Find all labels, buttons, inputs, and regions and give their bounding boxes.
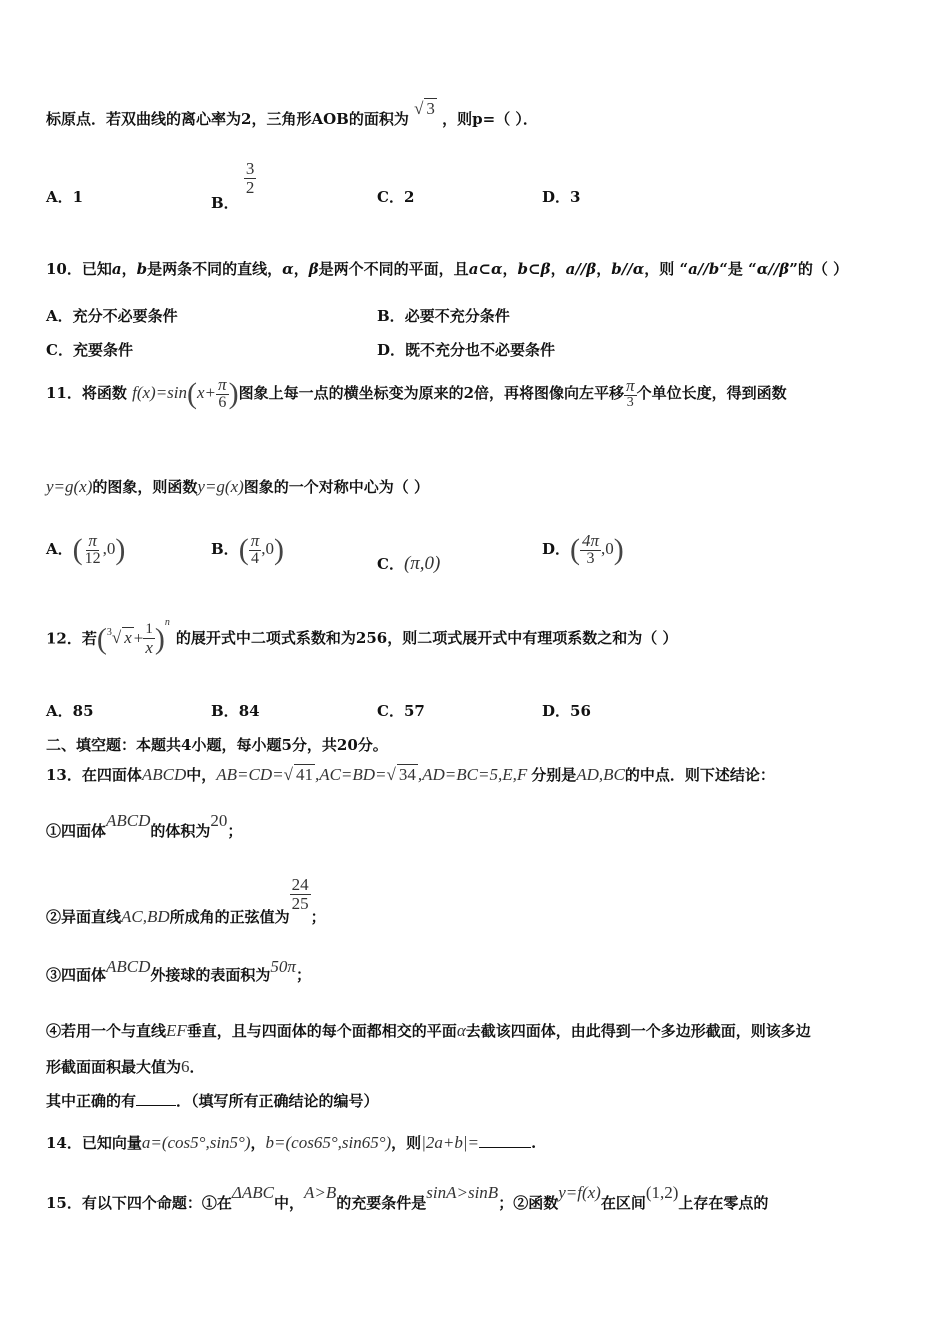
q9-option-d: D．3 (542, 188, 581, 206)
q11-stem: 11．将函数 f(x)=sin(x+ $\frac{\pi}{6}$ )图象上每一点的横坐标变为原来的2倍，再将图像向左平移 $\frac{\pi}{3}$ 个单位长度，得到函数 (46, 375, 787, 411)
q9-option-a: A．1 (46, 188, 84, 206)
fraction: $\frac{\pi}{4}$ (250, 531, 260, 567)
q11-stem-2: y=g(x)的图象，则函数y=g(x)图象的一个对称中心为（ ） (46, 477, 430, 496)
q12-option-c: C．57 (377, 702, 425, 720)
answer-blank[interactable] (479, 1147, 531, 1148)
q11-func: f(x)=sin (132, 382, 188, 402)
q13-statement-3: ③四面体ABCD外接球的表面积为50π； (46, 957, 311, 984)
q13-statement-1: ①四面体ABCD的体积为20； (46, 811, 243, 840)
q13-question: 其中正确的有 ．（填写所有正确结论的编号） (46, 1092, 379, 1110)
fraction: $\frac{\pi}{3}$ (626, 376, 635, 410)
q9-option-b: B． $\frac{3}{2}$ (211, 159, 255, 213)
q11-option-a: A．( $\frac{\pi}{12}$ ,0) (46, 531, 126, 567)
fraction: $\frac{\pi}{12}$ (84, 531, 101, 567)
q9-stem (46, 99, 538, 129)
q9-suffix: ，则p=（ ）． (442, 110, 538, 128)
q10-option-b: B．必要不充分条件 (377, 307, 510, 325)
q13-statement-4: ④若用一个与直线EF垂直，且与四面体的每个面都相交的平面α去截该四面体，由此得到一个多边形截面，则该多边 (46, 1021, 811, 1040)
q10-option-c: C．充要条件 (46, 341, 133, 359)
fraction: $\frac{4\pi}{3}$ (582, 531, 600, 567)
q13-statement-4-cont: 形截面面积最大值为6． (46, 1057, 205, 1076)
q9-prefix: 标原点．若双曲线的离心率为2，三角形AOB的面积为 (46, 110, 409, 128)
answer-blank[interactable] (136, 1105, 176, 1106)
q11-option-b: B．( $\frac{\pi}{4}$ ,0) (211, 531, 284, 567)
q15-stem: 15．有以下四个命题：①在ΔABC中，A>B的充要条件是sinA>sinB；②函数y=f(x)在区间(1,2)上存在零点的 (46, 1183, 769, 1212)
q12-stem: 12．若($^3$√ x + $\frac{1}{x}$ )$^n$的展开式中二项式系数和为256，则二项式展开式中有理项系数之和为（ ） (46, 617, 678, 657)
q9-sqrt: √ 3 (414, 99, 435, 118)
fraction: $\frac{24}{25}$ (291, 875, 309, 913)
q12-option-d: D．56 (542, 702, 591, 720)
q11-option-d: D．( $\frac{4\pi}{3}$ ,0) (542, 531, 624, 567)
q9-option-c: C．2 (377, 188, 415, 206)
q14-stem: 14．已知向量a=(cos5°,sin5°)，b=(cos65°,sin65°)，则|2a+b|= . (46, 1133, 537, 1152)
q13-statement-2: ②异面直线AC,BD所成角的正弦值为 $\frac{24}{25}$ ； (46, 875, 326, 927)
q11-option-c: C．(π,0) (377, 553, 441, 574)
fraction: $\frac{3}{2}$ (245, 159, 255, 197)
q12-option-a: A．85 (46, 702, 94, 720)
section-heading: 二、填空题：本题共4小题，每小题5分，共20分。 (46, 736, 388, 754)
fraction: $\frac{\pi}{6}$ (218, 375, 227, 411)
q13-stem: 13．在四面体ABCD中，AB=CD=√ 41 ,AC=BD=√ 34 ,AD=BC=5,E,F 分别是AD,BC的中点．则下述结论： (46, 765, 775, 784)
q12-option-b: B．84 (211, 702, 260, 720)
q10-option-a: A．充分不必要条件 (46, 307, 178, 325)
q10-option-d: D．既不充分也不必要条件 (377, 341, 556, 359)
fraction: $\frac{1}{x}$ (145, 621, 153, 657)
q10-stem: 10．已知a，b是两条不同的直线，α，β是两个不同的平面，且a⊂α，b⊂β，a//β，b//α，则 “a//b“是 “α//β”的（ ） (46, 260, 849, 278)
